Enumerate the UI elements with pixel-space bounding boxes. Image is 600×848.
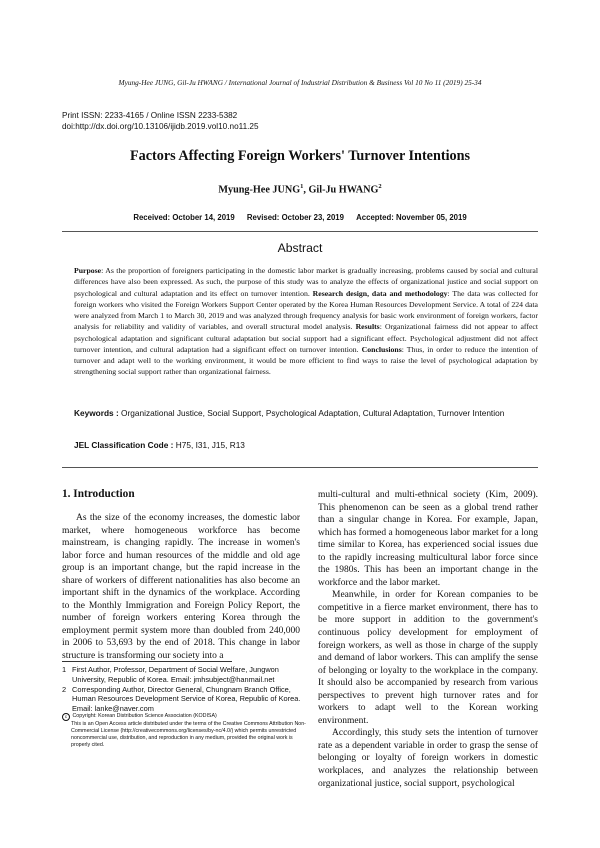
footnote — [62, 665, 308, 685]
keywords-value: Organizational Justice, Social Support, Psychological Adaptation, Cultural Adaptation, Turnover Intention — [118, 408, 505, 418]
right-column-text — [318, 489, 538, 790]
revised-date: Revised: October 23, 2019 — [246, 213, 344, 222]
author-name: Gil-Ju HWANG — [308, 184, 379, 196]
doi-link[interactable]: doi:http://dx.doi.org/10.13106/ijidb.2019.vol10.no11.25 — [62, 122, 259, 131]
jel-value: H75, I31, J15, R13 — [173, 440, 245, 450]
paragraph: As the size of the economy increases, the domestic labor market, where homogeneous workforce has become mainstream, is changing rapidly. The increase in women's labor force and human resources of the middle and old age group is an important change, but the rapid increase in the share of workers of different nationalities has also become an important shift in the dynamics of the workplace. According to the Monthly Immigration and Foreign Policy Report, the number of foreign workers entering Korea through the employment permit system more than doubled from 240,000 in 2006 to 53,693 by the end of 2018. This change in labor structure is transforming our society into a — [62, 513, 300, 662]
abstract-conclusions-text: : Thus, in order to reduce the intention of turnover and adapt well to the working environment, it would be more efficient to find ways to raise the level of psychological adaptation by strengthening social support rather than organizational fairness. — [74, 344, 538, 377]
paper-title: Factors Affecting Foreign Workers' Turnover Intentions — [129, 148, 471, 164]
license-notice — [62, 713, 308, 749]
issn-line: Print ISSN: 2233-4165 / Online ISSN 2233-5382 — [62, 111, 238, 120]
author-affiliation-mark: 2 — [378, 183, 382, 190]
author-list — [62, 183, 538, 195]
abstract-results-text: : Organizational fairness did not appear to affect psychological adaptation and significant cultural adaptation but social support had a significant effect. Psychological adjustment did not affect turnover intention, and cultural adaptation had a significant effect on turnover intention. — [74, 322, 538, 354]
keywords — [74, 408, 538, 418]
footnotes — [62, 665, 308, 714]
abstract-body — [74, 265, 538, 378]
footnote-text: First Author, Professor, Department of Social Welfare, Jungwon University, Republic of Korea. Email: jmhsubject@hanmail.net — [72, 665, 279, 684]
jel-label: JEL Classification Code : — [74, 440, 174, 450]
received-date: Received: October 14, 2019 — [133, 213, 235, 222]
header-divider — [62, 231, 538, 232]
abstract-results-label: Results — [355, 322, 380, 332]
author-separator: , — [303, 184, 309, 196]
abstract-purpose-label: Purpose — [74, 266, 102, 275]
abstract-divider — [62, 467, 538, 468]
author-name: Myung-Hee JUNG — [218, 184, 301, 196]
copyright-icon: c — [62, 713, 70, 721]
paragraph: Meanwhile, in order for Korean companies to be competitive in a fierce market environment, there has to be more support in addition to the government's continuous policy development for employment of foreign workers, as well as those in charge of the supply and demand of labor workers. This can amplify the sense of belonging or loyalty to the workplace in the company. It should also be accompanied by research from various perspectives to prevent high turnover rates and for workers to adapt well to the Korean working environment. — [318, 590, 538, 726]
abstract-conclusions-label: Conclusions — [361, 344, 402, 354]
author-affiliation-mark: 1 — [300, 183, 304, 190]
paragraph: multi-cultural and multi-ethnical society (Kim, 2009). This phenomenon can be seen as a global trend rather than a singular change in Korea. For example, Japan, which has formed a homogeneous labor market for a long time similar to Korea, has experienced social issues due to the rapidly increasing multicultural labor force since the 1980s. This has been an important change in the workforce and the labor market. — [318, 490, 538, 588]
submission-dates — [62, 213, 538, 222]
license-text: This is an Open Access article distributed under the terms of the Creative Commons Attribution Non-Commercial License (http://creativecommons.org/licenses/by-nc/4.0/) which permits unrestricted noncommercial use, distribution, and reproduction in any medium, provided the original work is properly cited. — [71, 721, 306, 748]
section-heading: 1. Introduction — [62, 488, 135, 500]
abstract-method-label: Research design, data and methodology — [312, 288, 448, 298]
copyright-text: Copyright: Korean Distribution Science Association (KODISA) — [72, 713, 217, 719]
left-column-text — [62, 512, 300, 663]
footnote-number: 2 — [62, 684, 67, 694]
abstract-method-text: : The data was collected for foreign workers who visited the Foreign Workers Support Center operated by the Korea Human Resources Development Service. A total of 224 data were analyzed from March 1 to March 30, 2019 and was analyzed through frequency analysis for basic work environment of foreign workers, factor analysis for reliability and validity of variables, and overall structural model analysis. — [74, 288, 538, 332]
footnote-text: Corresponding Author, Director General, Chungnam Branch Office, Human Resources Development Service of Korea, Republic of Korea. Email: lanke@naver.com — [72, 684, 301, 714]
footnote — [62, 685, 308, 714]
abstract-purpose-text: : As the proportion of foreigners participating in the domestic labor market is gradually increasing, problems caused by social and cultural differences have also been expressed. As such, the purpose of this study was to analyze the effects of organizational justice and social support on psychological and cultural adaptation and its effect on turnover intention. — [74, 266, 538, 298]
copyright-line — [62, 713, 308, 721]
keywords-label: Keywords : — [74, 408, 119, 418]
running-header: Myung-Hee JUNG, Gil-Ju HWANG / International Journal of Industrial Distribution & Business Vol 10 No 11 (2019) 25-34 — [118, 78, 482, 87]
footnote-number: 1 — [62, 665, 67, 674]
abstract-heading: Abstract — [277, 241, 323, 255]
accepted-date: Accepted: November 05, 2019 — [356, 213, 467, 222]
footnote-divider — [62, 661, 232, 662]
jel-classification — [74, 440, 538, 450]
paragraph: Accordingly, this study sets the intention of turnover rate as a dependent variable in order to grasp the sense of belonging or loyalty of foreign workers in domestic workplaces, and analyzes the relationship between organizational justice, social support, psychological — [318, 728, 538, 789]
